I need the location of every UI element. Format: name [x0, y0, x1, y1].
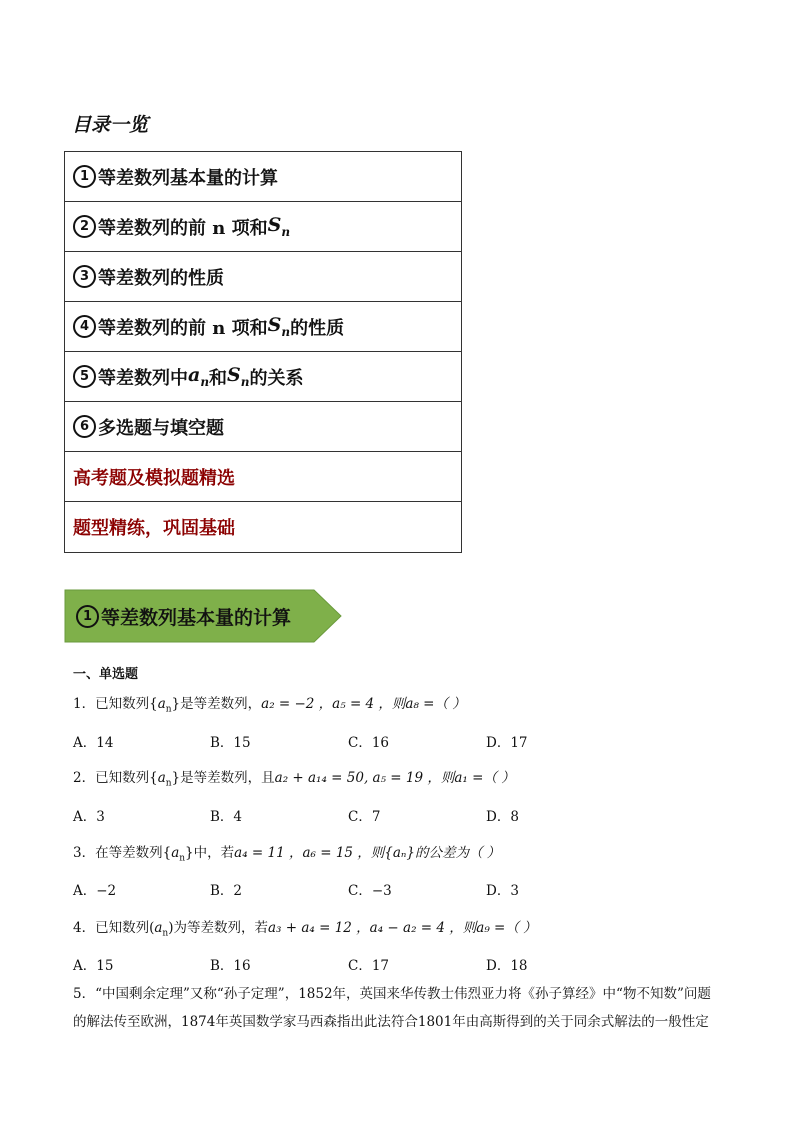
toc-item-label: 题型精练，巩固基础 [73, 518, 235, 539]
option-b[interactable]: B．2 [210, 883, 243, 899]
math-symbol: $a_n$ [188, 364, 210, 389]
option-a[interactable]: A．14 [73, 735, 114, 751]
question-2: 2．已知数列$\{a_n\}$是等差数列，且a₂ + a₁₄ = 50, a₅ = 19 ，则a₁ =（ ） [73, 770, 515, 789]
math-symbol: $S_n$ [267, 214, 291, 239]
toc-table [64, 151, 462, 553]
option-c[interactable]: C．17 [348, 958, 390, 974]
toc-item-5[interactable] [65, 352, 461, 402]
question-4: 4．已知数列$(a_n)$为等差数列，若a₃ + a₄ = 12 ，a₄ − a₂ = 4 ，则a₉ =（ ） [73, 920, 537, 939]
toc-item-label: 等差数列的前 n 项和 [98, 317, 268, 339]
option-b[interactable]: B．4 [210, 809, 243, 825]
option-a[interactable]: A．3 [73, 809, 105, 825]
circled-number: 6 [73, 415, 96, 438]
toc-item-4[interactable] [65, 302, 461, 352]
toc-item-label: 等差数列的前 n 项和 [98, 217, 268, 239]
toc-item-practice[interactable] [65, 502, 461, 552]
banner-label: 等差数列基本量的计算 [101, 607, 292, 629]
question-5-line-2: 的解法传至欧洲，1874年英国数学家马西森指出此法符合1801年由高斯得到的关于同余式解法的一般性定 [73, 1014, 709, 1030]
toc-item-label-suffix: 的性质 [290, 317, 345, 339]
toc-item-1[interactable] [65, 152, 461, 202]
toc-item-label: 等差数列中 [98, 367, 188, 389]
math-symbol: $S_n$ [227, 364, 250, 389]
option-b[interactable]: B．16 [210, 958, 251, 974]
toc-item-label: 等差数列基本量的计算 [98, 167, 278, 189]
toc-item-3[interactable] [65, 252, 461, 302]
toc-item-exam[interactable] [65, 452, 461, 502]
toc-title: 目录一览 [72, 114, 149, 136]
toc-item-6[interactable] [65, 402, 461, 452]
section-banner [64, 589, 342, 643]
toc-item-label: 高考题及模拟题精选 [73, 467, 235, 489]
option-b[interactable]: B．15 [210, 735, 251, 751]
question-5 [73, 980, 725, 1036]
question-5-line-1: 5．“中国剩余定理”又称“孙子定理”，1852年，英国来华传教士伟烈亚力将《孙子算经》中“物不知数”问题 [73, 986, 711, 1002]
section-title: 一、单选题 [73, 667, 139, 682]
option-a[interactable]: A．15 [73, 958, 114, 974]
option-d[interactable]: D．18 [486, 958, 528, 974]
option-c[interactable]: C．16 [348, 735, 390, 751]
question-3: 3．在等差数列$\{a_n\}$中，若a₄ = 11 ，a₆ = 15 ，则{aₙ}的公差为（ ） [73, 845, 501, 864]
circled-number: 1 [73, 165, 96, 188]
circled-number: 4 [73, 315, 96, 338]
circled-number: 2 [73, 215, 96, 238]
toc-item-label: 多选题与填空题 [98, 417, 224, 439]
option-c[interactable]: C．7 [348, 809, 381, 825]
circled-number: 5 [73, 365, 96, 388]
banner-title [76, 603, 291, 630]
toc-item-label-mid: 和 [209, 367, 228, 389]
option-d[interactable]: D．3 [486, 883, 519, 899]
circled-number: 1 [76, 605, 99, 628]
toc-item-label: 等差数列的性质 [98, 267, 224, 289]
option-a[interactable]: A．−2 [73, 883, 117, 899]
option-d[interactable]: D．8 [486, 809, 519, 825]
toc-item-2[interactable] [65, 202, 461, 252]
question-1: 1．已知数列$\{a_n\}$是等差数列，a₂ = −2 ，a₅ = 4 ，则a₈ =（ ） [73, 696, 466, 715]
toc-item-label-suffix: 的关系 [249, 367, 304, 389]
circled-number: 3 [73, 265, 96, 288]
option-d[interactable]: D．17 [486, 735, 528, 751]
math-symbol: $S_n$ [267, 314, 291, 339]
option-c[interactable]: C．−3 [348, 883, 392, 899]
